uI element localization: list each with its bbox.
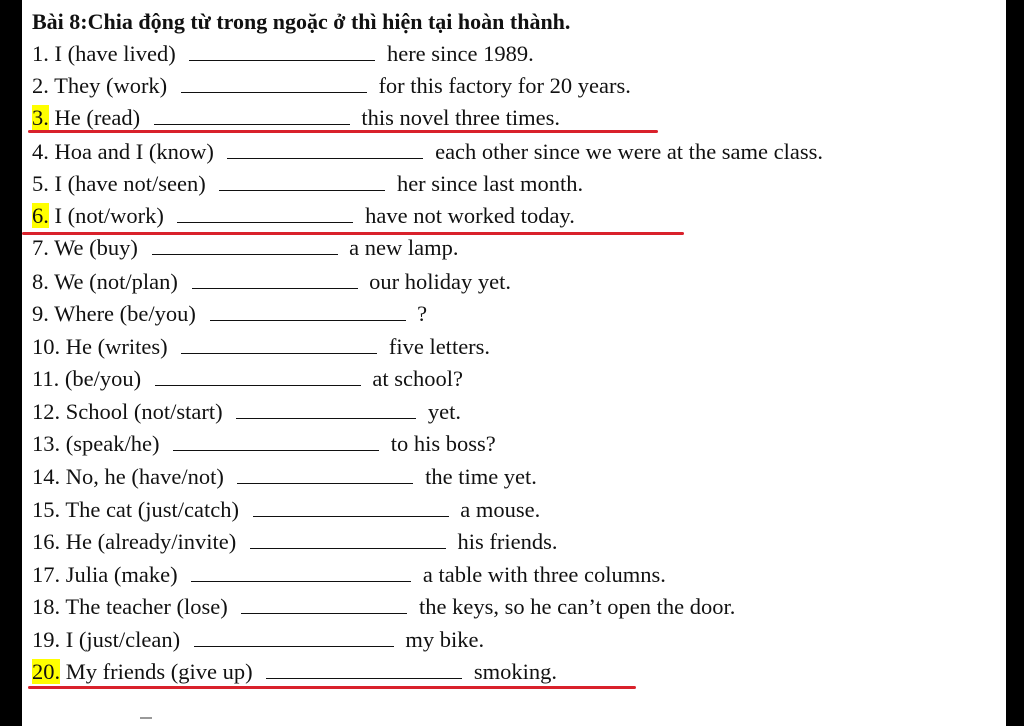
item-number-highlighted: 3. [32, 105, 49, 130]
exercise-item [32, 559, 666, 591]
item-rest: to his boss? [390, 431, 496, 456]
item-rest: smoking. [473, 659, 557, 684]
item-prompt: I (not/work) [54, 203, 164, 228]
answer-blank[interactable] [236, 398, 416, 419]
exercise-item [32, 38, 534, 70]
item-number: 1. [32, 41, 49, 66]
item-rest: a mouse. [460, 497, 541, 522]
item-rest: yet. [427, 399, 461, 424]
item-prompt: We (buy) [54, 235, 138, 260]
exercise-item [32, 298, 427, 330]
answer-blank[interactable] [177, 202, 353, 223]
worksheet-page [22, 0, 1006, 726]
item-number: 4. [32, 139, 49, 164]
answer-blank[interactable] [241, 593, 407, 614]
item-prompt: He (already/invite) [65, 529, 237, 554]
exercise-item [32, 232, 458, 264]
item-prompt: (be/you) [64, 366, 142, 391]
answer-blank[interactable] [253, 496, 449, 517]
exercise-item [32, 136, 823, 168]
red-underline [28, 686, 636, 689]
answer-blank[interactable] [181, 72, 367, 93]
exercise-item [32, 70, 631, 102]
red-underline [28, 130, 658, 133]
item-prompt: I (have lived) [54, 41, 176, 66]
item-number: 8. [32, 269, 49, 294]
item-number: 16. [32, 529, 61, 554]
answer-blank[interactable] [194, 626, 394, 647]
answer-blank[interactable] [210, 300, 406, 321]
item-number: 15. [32, 497, 61, 522]
answer-blank[interactable] [155, 365, 361, 386]
answer-blank[interactable] [152, 234, 338, 255]
answer-blank[interactable] [189, 40, 375, 61]
exercise-item [32, 428, 496, 460]
item-number: 9. [32, 301, 49, 326]
answer-blank[interactable] [227, 138, 423, 159]
item-rest: this novel three times. [361, 105, 561, 130]
item-rest: each other since we were at the same class. [435, 139, 824, 164]
item-rest: at school? [372, 366, 463, 391]
answer-blank[interactable] [237, 463, 413, 484]
item-prompt: School (not/start) [65, 399, 223, 424]
item-rest: for this factory for 20 years. [378, 73, 631, 98]
item-prompt: I (have not/seen) [54, 171, 206, 196]
item-prompt: They (work) [54, 73, 168, 98]
item-prompt: He (writes) [65, 334, 168, 359]
item-rest: here since 1989. [386, 41, 534, 66]
item-rest: my bike. [405, 627, 485, 652]
exercise-item [32, 396, 461, 428]
item-number: 12. [32, 399, 61, 424]
exercise-item [32, 363, 463, 395]
item-rest: five letters. [388, 334, 491, 359]
exercise-item [32, 266, 511, 298]
answer-blank[interactable] [266, 658, 462, 679]
item-prompt: My friends (give up) [65, 659, 253, 684]
item-prompt: Julia (make) [65, 562, 178, 587]
answer-blank[interactable] [181, 333, 377, 354]
item-prompt: No, he (have/not) [65, 464, 224, 489]
item-number: 13. [32, 431, 61, 456]
item-prompt: The teacher (lose) [65, 594, 228, 619]
item-number-highlighted: 6. [32, 203, 49, 228]
exercise-item [32, 494, 540, 526]
answer-blank[interactable] [192, 268, 358, 289]
item-number: 17. [32, 562, 61, 587]
item-number: 2. [32, 73, 49, 98]
answer-blank[interactable] [250, 528, 446, 549]
item-number: 19. [32, 627, 61, 652]
answer-blank[interactable] [173, 430, 379, 451]
item-rest: the keys, so he can’t open the door. [419, 594, 736, 619]
item-rest: a table with three columns. [422, 562, 666, 587]
answer-blank[interactable] [191, 561, 411, 582]
item-prompt: We (not/plan) [54, 269, 178, 294]
exercise-item [32, 624, 484, 656]
item-prompt: Hoa and I (know) [54, 139, 214, 164]
item-prompt: He (read) [54, 105, 141, 130]
exercise-item [32, 168, 583, 200]
exercise-title: Bài 8:Chia động từ trong ngoặc ở thì hiện tại hoàn thành. [32, 9, 571, 34]
item-rest: her since last month. [396, 171, 584, 196]
answer-blank[interactable] [219, 170, 385, 191]
item-rest: his friends. [457, 529, 558, 554]
exercise-item [32, 461, 537, 493]
item-rest: our holiday yet. [369, 269, 511, 294]
page-mark [140, 717, 152, 719]
item-rest: the time yet. [425, 464, 537, 489]
exercise-item [32, 591, 735, 623]
item-number: 14. [32, 464, 61, 489]
item-number: 7. [32, 235, 49, 260]
item-prompt: (speak/he) [65, 431, 160, 456]
item-prompt: The cat (just/catch) [65, 497, 240, 522]
answer-blank[interactable] [154, 104, 350, 125]
item-rest: have not worked today. [365, 203, 575, 228]
item-number: 18. [32, 594, 61, 619]
exercise-item [32, 200, 575, 232]
item-number: 11. [32, 366, 60, 391]
item-prompt: Where (be/you) [54, 301, 196, 326]
exercise-item [32, 331, 490, 363]
item-number: 10. [32, 334, 61, 359]
item-number-highlighted: 20. [32, 659, 61, 684]
item-rest: a new lamp. [349, 235, 459, 260]
exercise-item [32, 656, 557, 688]
item-rest: ? [417, 301, 428, 326]
item-number: 5. [32, 171, 49, 196]
exercise-item [32, 526, 558, 558]
item-prompt: I (just/clean) [65, 627, 181, 652]
